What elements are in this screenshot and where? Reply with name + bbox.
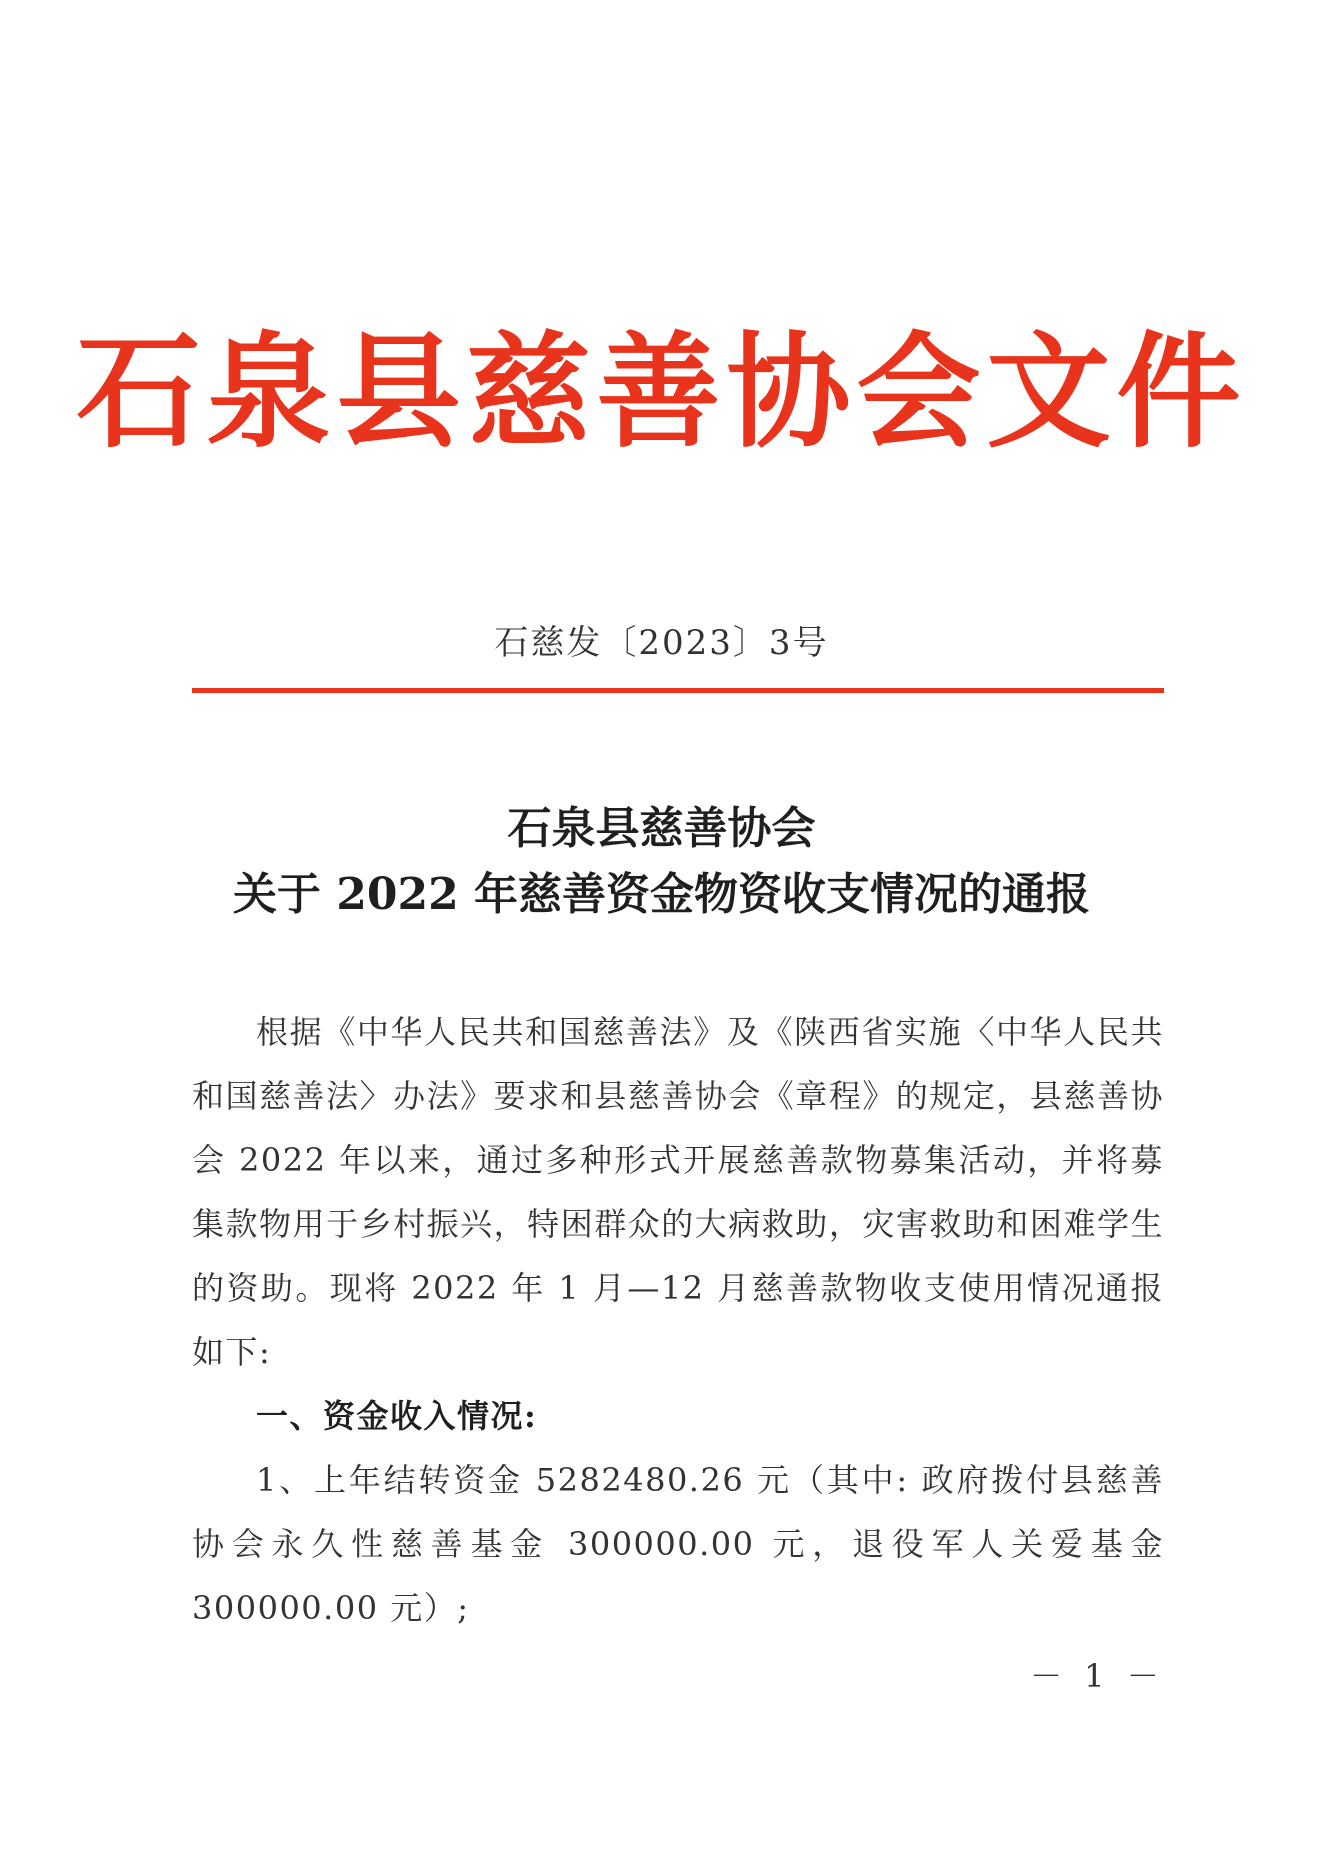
document-title (0, 796, 1323, 928)
section-heading: 一、资金收入情况: (256, 1397, 538, 1435)
intro-paragraph: 根据《中华人民共和国慈善法》及《陕西省实施〈中华人民共和国慈善法〉办法》要求和县慈善协会《章程》的规定，县慈善协会 2022 年以来，通过多种形式开展慈善款物募集活动，并将募集款物用于乡村振兴，特困群众的大病救助，灾害救助和困难学生的资助。现将 2022 年 1 月—12 月慈善款物收支使用情况通报如下: (192, 1013, 1164, 1371)
page-number: － 1 － (1030, 1657, 1165, 1695)
issuer-header-title: 石泉县慈善协会文件 (76, 320, 1247, 465)
document-body (192, 1000, 1164, 1640)
title-line-2: 关于 2022 年慈善资金物资收支情况的通报 (232, 869, 1091, 920)
title-line-1: 石泉县慈善协会 (507, 803, 816, 854)
income-item-1: 1、上年结转资金 5282480.26 元（其中: 政府拨付县慈善协会永久性慈善基金 300000.00 元，退役军人关爱基金 300000.00 元）; (192, 1461, 1164, 1627)
red-divider-line (192, 688, 1164, 693)
document-number: 石慈发〔2023〕3号 (494, 623, 829, 663)
